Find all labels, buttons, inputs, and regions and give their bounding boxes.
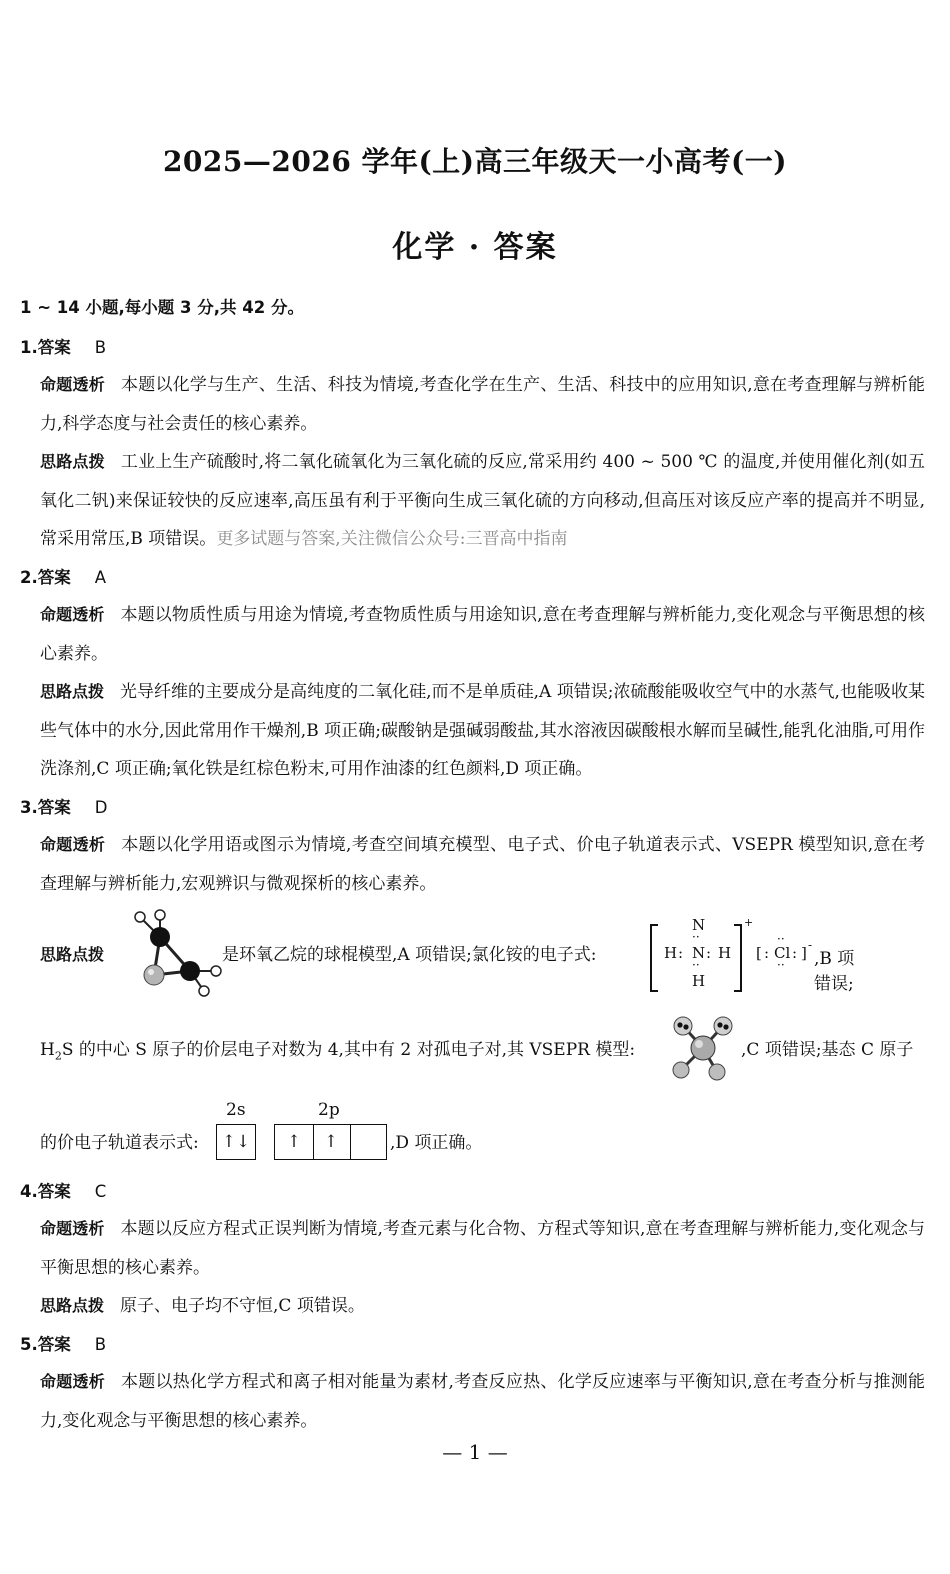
q3-hint-c: S 的中心 S 原子的价层电子对数为 4,其中有 2 对孤电子对,其 VSEPR 模型: (61, 1040, 636, 1060)
orbital-2p-label: 2p (318, 1100, 340, 1120)
n-center: N (692, 944, 706, 962)
q1-hint-extra: 更多试题与答案,关注微信公众号:三晋高中指南 (216, 529, 568, 549)
exam-subtitle: 化学 · 答案 (392, 230, 558, 265)
q2-analysis-label: 命题透析 (40, 605, 105, 624)
q5-analysis (40, 1363, 925, 1440)
q2-hint-label: 思路点拨 (40, 682, 105, 701)
q3-analysis (40, 826, 925, 903)
colon-3: : (764, 944, 770, 962)
q5-answer-label: 答案 (37, 1335, 71, 1354)
q3-answer-label: 答案 (37, 798, 71, 817)
q4-hint (40, 1287, 925, 1326)
q4-hint-text: 原子、电子均不守恒,C 项错误。 (120, 1296, 365, 1316)
q1-analysis (40, 366, 925, 443)
cl-bracket-close: ] (801, 944, 807, 962)
q3-hint-c-line (40, 1038, 635, 1068)
q3-hint-f: ,D 项正确。 (390, 1133, 483, 1153)
q1-analysis-text: 本题以化学与生产、生活、科技为情境,考查化学在生产、生活、科技中的应用知识,意在考查理解与辨析能力,科学态度与社会责任的核心素养。 (40, 375, 925, 434)
q3-hint-label: 思路点拨 (40, 945, 105, 964)
q4-analysis-label: 命题透析 (40, 1219, 105, 1238)
q2-answer: A (94, 568, 107, 587)
dots-bottom: ·· (692, 958, 700, 972)
q3-hint-label-wrap (40, 943, 104, 967)
q2-answer-label: 答案 (37, 568, 71, 587)
colon-2: : (706, 944, 712, 962)
page-number: — 1 — (442, 1440, 508, 1464)
q3-header (20, 796, 107, 820)
q4-analysis-text: 本题以反应方程式正误判断为情境,考查元素与化合物、方程式等知识,意在考查理解与辨析能力,变化观念与平衡思想的核心素养。 (40, 1219, 925, 1278)
q4-analysis (40, 1210, 925, 1287)
h-left: H (664, 944, 678, 962)
q3-analysis-label: 命题透析 (40, 835, 106, 854)
exam-title: 2025—2026 学年(上)高三年级天一小高考(一) (162, 145, 788, 178)
h2s-vsepr-model (667, 1014, 739, 1082)
q3-hint-d: ,C 项错误;基态 C 原子 (741, 1040, 914, 1060)
h-right: H (718, 944, 732, 962)
q2-hint-text: 光导纤维的主要成分是高纯度的二氧化硅,而不是单质硅,A 项错误;浓硫酸能吸收空气中的水蒸气,也能吸收某些气体中的水分,因此常用作干燥剂,B 项正确;碳酸钠是强碱弱酸盐,其水溶液因碳酸根水解而呈碱性,能乳化油脂,可用作洗涤剂,C 项正确;氧化铁是红棕色粉末,可用作油漆的红色颜料,D 项正确。 (40, 682, 925, 779)
q3-answer: D (94, 798, 108, 817)
cl-symbol: Cl (774, 944, 791, 962)
q2-hint (40, 673, 925, 789)
orbital-2p-box-2: ↑ (312, 1124, 351, 1160)
q2-analysis-text: 本题以物质性质与用途为情境,考查物质性质与用途知识,意在考查理解与辨析能力,变化观念与平衡思想的核心素养。 (40, 605, 925, 664)
q1-hint-label: 思路点拨 (40, 452, 105, 471)
left-bracket (650, 924, 658, 992)
h2s-h: H (40, 1040, 55, 1060)
n-top: N (692, 916, 706, 934)
ethylene-oxide-model (128, 905, 228, 1000)
q1-num: 1. (20, 338, 38, 357)
q4-answer: C (94, 1182, 107, 1201)
q5-answer: B (94, 1335, 107, 1354)
q2-analysis (40, 596, 925, 673)
cl-dots-bottom: ·· (777, 958, 785, 972)
h-bottom: H (692, 972, 706, 990)
q2-header (20, 566, 106, 590)
intro-line: 1 ~ 14 小题,每小题 3 分,共 42 分。 (20, 298, 304, 317)
orbital-2s-label: 2s (226, 1100, 246, 1120)
q3-analysis-text: 本题以化学用语或图示为情境,考查空间填充模型、电子式、价电子轨道表示式、VSEPR 模型知识,意在考查理解与辨析能力,宏观辨识与微观探析的核心素养。 (40, 835, 925, 894)
plus-charge: + (744, 916, 754, 929)
q3-num: 3. (20, 798, 38, 817)
cl-dots-top: ·· (777, 932, 785, 946)
q1-header (20, 336, 106, 360)
q1-answer: B (94, 338, 107, 357)
q4-answer-label: 答案 (37, 1182, 71, 1201)
dots-top: ·· (692, 930, 700, 944)
colon-1: : (678, 944, 684, 962)
q4-header (20, 1180, 106, 1204)
orbital-2s-box: ↑↓ (216, 1124, 256, 1160)
q3-hint-e: 的价电子轨道表示式: (40, 1133, 199, 1153)
q2-num: 2. (20, 568, 38, 587)
nh4cl-electron-formula (650, 916, 855, 994)
q4-hint-label: 思路点拨 (40, 1296, 105, 1315)
q5-analysis-label: 命题透析 (40, 1372, 105, 1391)
q1-hint (40, 443, 925, 559)
cl-bracket-open: [ (756, 944, 762, 962)
q5-header (20, 1333, 106, 1357)
q5-num: 5. (20, 1335, 38, 1354)
colon-4: : (792, 944, 798, 962)
q4-num: 4. (20, 1182, 38, 1201)
q3-hint-b: ,B 项错误; (814, 949, 855, 994)
q1-analysis-label: 命题透析 (40, 375, 105, 394)
h2s-sub: 2 (54, 1049, 62, 1063)
q5-analysis-text: 本题以热化学方程式和离子相对能量为素材,考查反应热、化学反应速率与平衡知识,意在考查分析与推测能力,变化观念与平衡思想的核心素养。 (40, 1372, 925, 1431)
q1-hint-text: 工业上生产硫酸时,将二氧化硫氧化为三氧化硫的反应,常采用约 400 ~ 500 ℃ 的温度,并使用催化剂(如五氧化二钒)来保证较快的反应速率,高压虽有利于平衡向生成三氧化硫的方向移动,但高压对该反应产率的提高并不明显,常采用常压,B 项错误。 (40, 452, 925, 549)
orbital-2p-box-1: ↑ (274, 1124, 314, 1160)
right-bracket (734, 924, 742, 992)
q3-hint-a: 是环氧乙烷的球棍模型,A 项错误;氯化铵的电子式: (222, 945, 597, 965)
orbital-2p-box-3 (350, 1124, 387, 1160)
minus-charge: - (808, 938, 813, 952)
q1-answer-label: 答案 (37, 338, 71, 357)
